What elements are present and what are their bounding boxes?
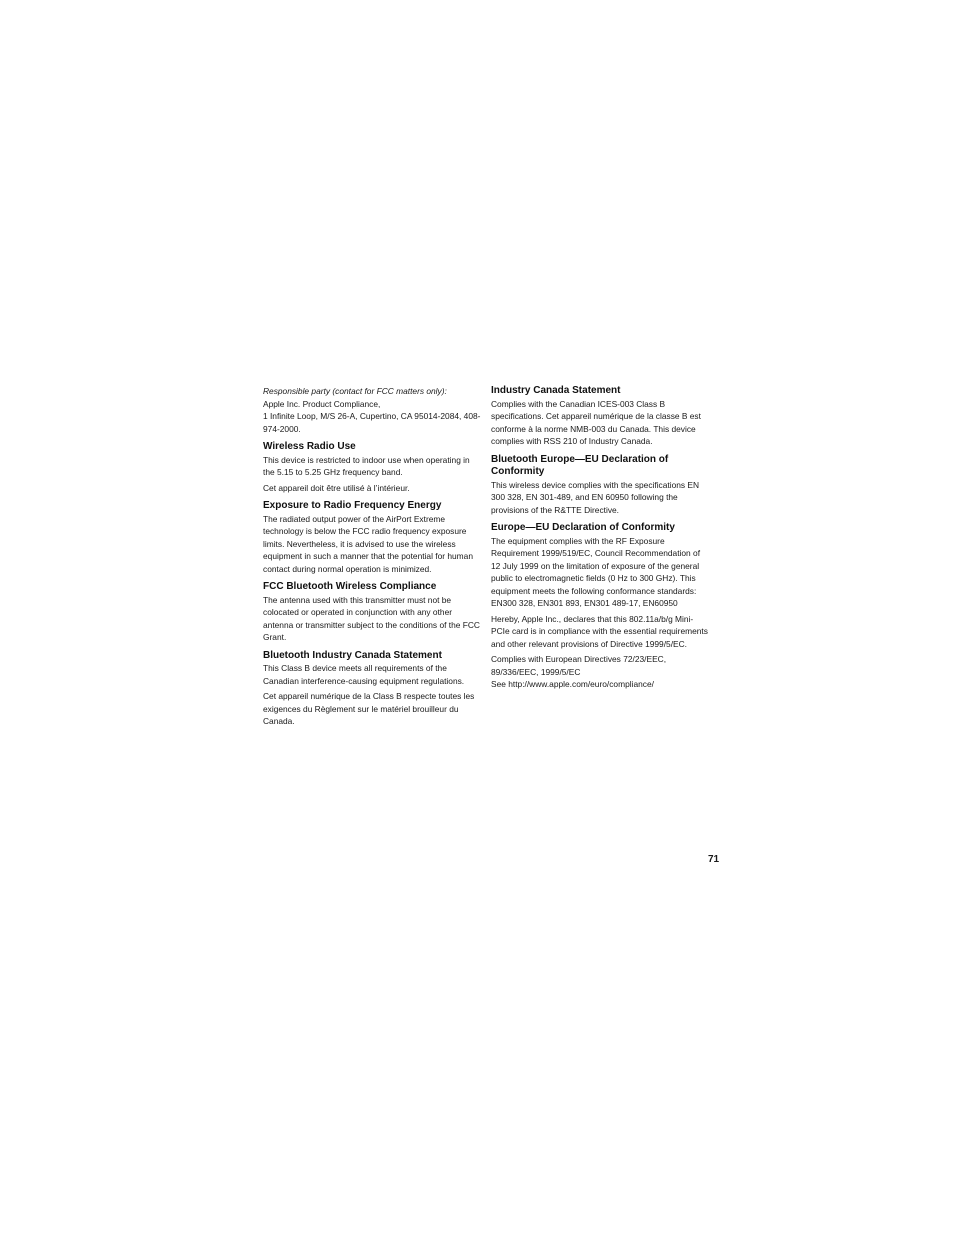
section-paragraph: Cet appareil numérique de la Class B respecte toutes les exigences du Règlement sur le matériel brouilleur du Canada. xyxy=(263,691,475,726)
section-heading: Bluetooth Industry Canada Statement xyxy=(263,649,442,661)
section-paragraph: Complies with European Directives 72/23/EEC, 89/336/EEC, 1999/5/EC xyxy=(491,654,667,677)
section-paragraph: The radiated output power of the AirPort Extreme technology is below the FCC radio frequency exposure limits. Nevertheless, it is advised to use the wireless equipment in such a manner that the potential for human contact during normal operation is minimized. xyxy=(263,513,473,574)
section-heading: Exposure to Radio Frequency Energy xyxy=(263,500,442,511)
section-industry-canada xyxy=(491,385,709,448)
page-number: 71 xyxy=(708,854,720,865)
responsible-party-address: 1 Infinite Loop, M/S 26-A, Cupertino, CA 95014-2084, 408-974-2000. xyxy=(263,411,481,434)
section-paragraph: This device is restricted to indoor use when operating in the 5.15 to 5.25 GHz frequency band. xyxy=(263,454,470,477)
responsible-party-label: Responsible party (contact for FCC matters only): xyxy=(263,386,447,396)
section-heading: Industry Canada Statement xyxy=(491,385,621,396)
section-paragraph: This wireless device complies with the specifications EN 300 328, EN 301-489, and EN 60950 following the provisions of the R&TTE Directive. xyxy=(491,479,700,515)
section-bluetooth-europe-doc xyxy=(491,454,709,517)
section-exposure-rf-energy xyxy=(263,500,481,575)
section-paragraph: Cet appareil doit être utilisé à l’intérieur. xyxy=(263,482,410,493)
section-bluetooth-industry-canada xyxy=(263,650,481,728)
section-wireless-radio-use xyxy=(263,441,481,494)
section-heading: Wireless Radio Use xyxy=(263,441,356,452)
responsible-party-block xyxy=(263,385,481,435)
section-europe-eu-doc xyxy=(491,522,709,691)
responsible-party-company: Apple Inc. Product Compliance, xyxy=(263,398,381,409)
section-heading: Europe—EU Declaration of Conformity xyxy=(491,522,675,533)
section-paragraph: Hereby, Apple Inc., declares that this 802.11a/b/g Mini-PCIe card is in compliance with the essential requirements and other relevant provisions of Directive 1999/5/EC. xyxy=(491,613,708,649)
section-fcc-bluetooth-compliance xyxy=(263,581,481,644)
section-heading: Bluetooth Europe—EU Declaration of Conformity xyxy=(491,453,669,477)
section-paragraph: Complies with the Canadian ICES-003 Class B specifications. Cet appareil numérique de la classe B est conforme à la norme NMB-003 du Canada. This device complies with RSS 210 of Industry Canada. xyxy=(491,398,701,446)
section-paragraph: The equipment complies with the RF Exposure Requirement 1999/519/EC, Council Recommendation of 12 July 1999 on the limitation of exposure of the general public to electromagnetic fields (0 Hz to 300 GHz). This equipment meets the following conformance standards: EN300 328, EN301 893, EN301 489-17, EN60950 xyxy=(491,535,701,608)
right-column xyxy=(491,385,709,691)
section-heading: FCC Bluetooth Wireless Compliance xyxy=(263,581,437,592)
section-paragraph: This Class B device meets all requirements of the Canadian interference-causing equipment regulations. xyxy=(263,663,465,686)
left-column xyxy=(263,385,481,728)
section-paragraph: The antenna used with this transmitter must not be colocated or operated in conjunction with any other antenna or transmitter subject to the conditions of the FCC Grant. xyxy=(263,594,480,642)
compliance-url: See http://www.apple.com/euro/compliance/ xyxy=(491,679,654,689)
